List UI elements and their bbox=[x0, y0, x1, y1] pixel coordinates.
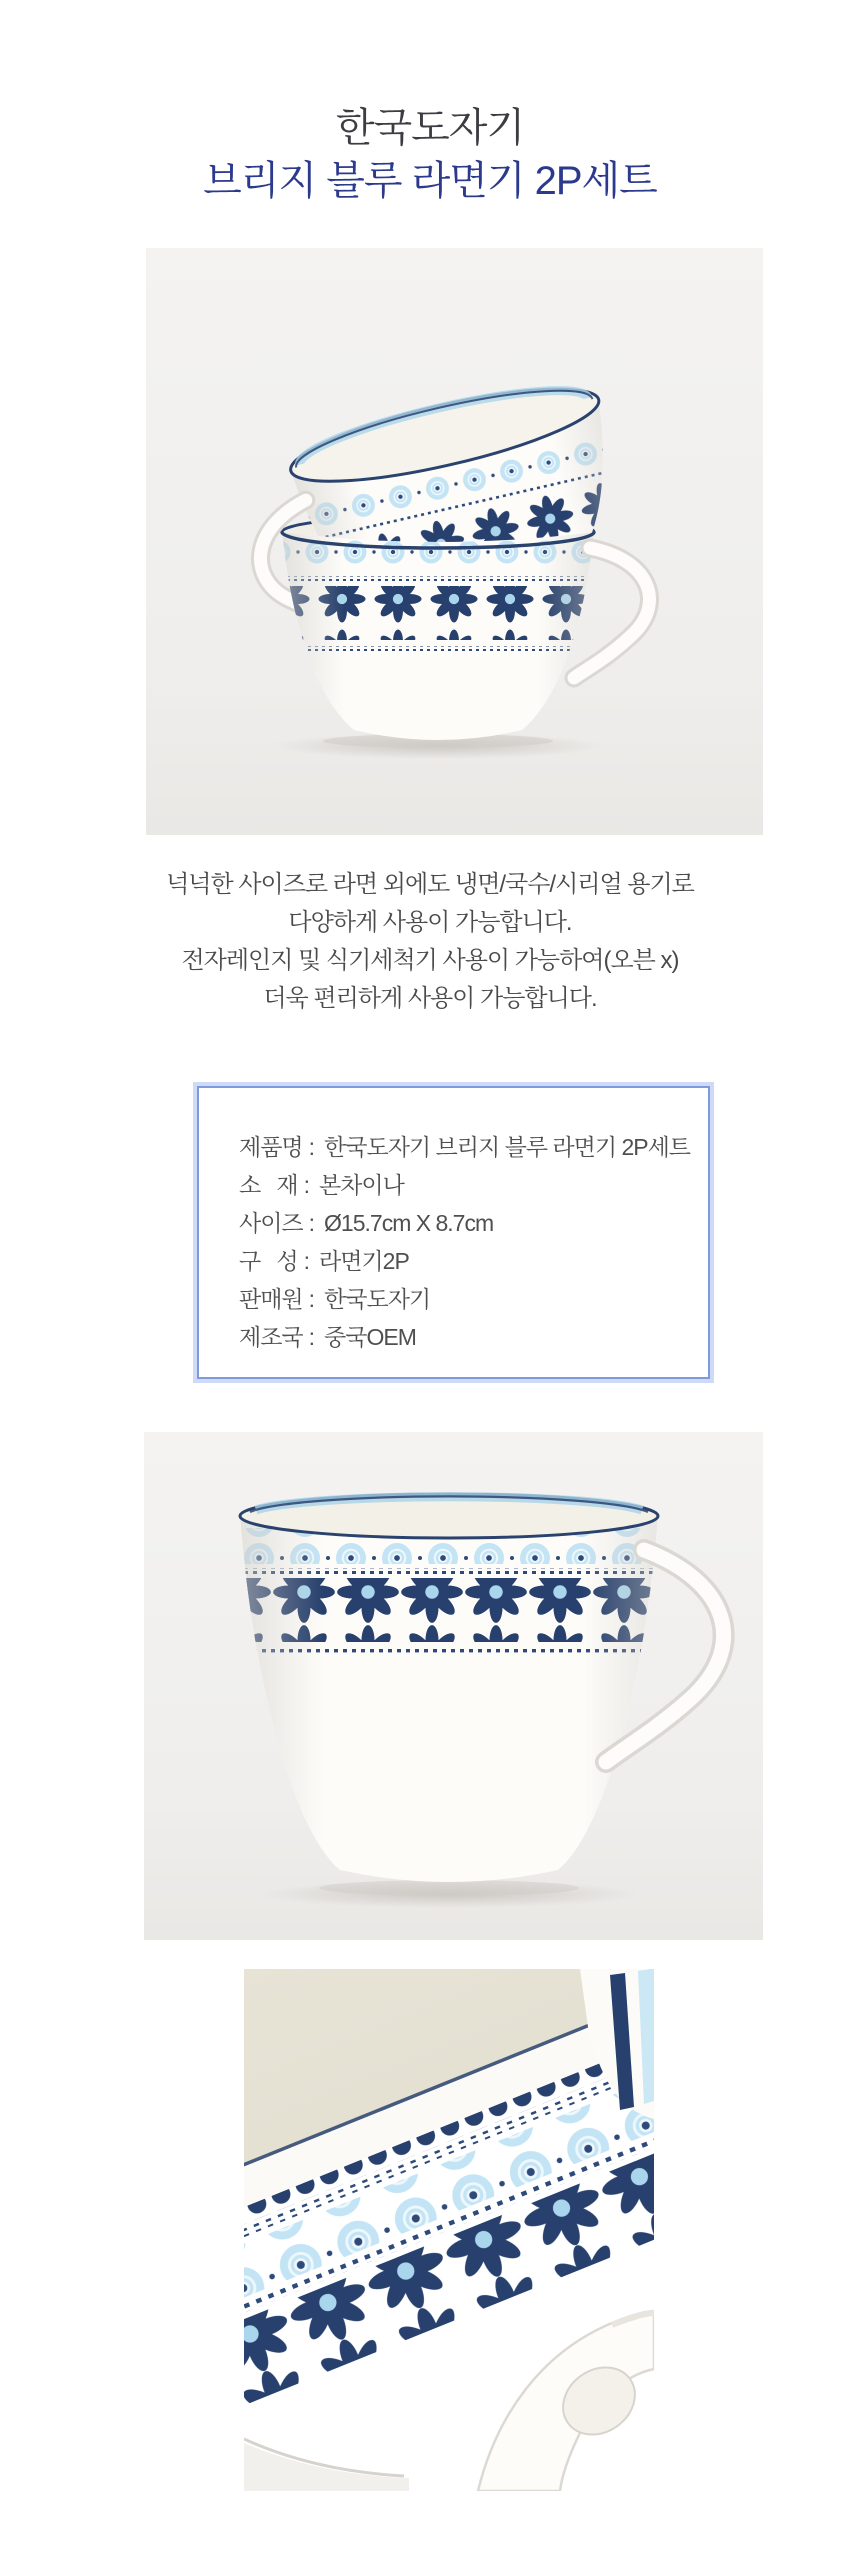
spec-value: 중국OEM bbox=[324, 1324, 416, 1350]
spec-colon: : bbox=[308, 1134, 315, 1160]
product-title: 브리지 블루 라면기 2P세트 bbox=[203, 159, 657, 203]
description-line: 더욱 편리하게 사용이 가능합니다. bbox=[263, 985, 597, 1012]
page-title bbox=[0, 102, 860, 208]
product-photo-closeup bbox=[244, 1969, 654, 2491]
spec-label: 소 재 bbox=[239, 1172, 298, 1198]
spec-row bbox=[239, 1204, 688, 1242]
description-line: 전자레인지 및 식기세척기 사용이 가능하여(오븐 x) bbox=[181, 947, 679, 974]
description-line: 다양하게 사용이 가능합니다. bbox=[288, 909, 572, 936]
spec-row bbox=[239, 1280, 688, 1318]
spec-colon: : bbox=[303, 1172, 309, 1198]
spec-row bbox=[239, 1166, 688, 1204]
product-photo-stacked-bowls bbox=[146, 248, 763, 835]
spec-row bbox=[239, 1242, 688, 1280]
photo2-shadow-dark bbox=[319, 1880, 579, 1896]
brand-title: 한국도자기 bbox=[335, 106, 525, 150]
spec-colon: : bbox=[303, 1248, 309, 1274]
spec-colon: : bbox=[308, 1286, 315, 1312]
spec-row bbox=[239, 1128, 691, 1166]
product-spec-box bbox=[197, 1086, 710, 1379]
spec-value: Ø15.7cm X 8.7cm bbox=[324, 1210, 494, 1236]
spec-label: 제조국 bbox=[239, 1324, 303, 1350]
spec-colon: : bbox=[308, 1210, 315, 1236]
product-photo-single-bowl bbox=[144, 1432, 763, 1940]
spec-value: 라면기2P bbox=[319, 1248, 409, 1274]
product-description bbox=[0, 866, 860, 1018]
spec-value: 한국도자기 브리지 블루 라면기 2P세트 bbox=[324, 1134, 691, 1160]
spec-colon: : bbox=[308, 1324, 315, 1350]
spec-row bbox=[239, 1318, 688, 1356]
spec-value: 본차이나 bbox=[319, 1172, 404, 1198]
spec-label: 제품명 bbox=[239, 1134, 303, 1160]
spec-value: 한국도자기 bbox=[324, 1286, 431, 1312]
spec-label: 사이즈 bbox=[239, 1210, 303, 1236]
description-line: 넉넉한 사이즈로 라면 외에도 냉면/국수/시리얼 용기로 bbox=[166, 871, 694, 898]
spec-label: 판매원 bbox=[239, 1286, 303, 1312]
spec-label: 구 성 bbox=[239, 1248, 298, 1274]
